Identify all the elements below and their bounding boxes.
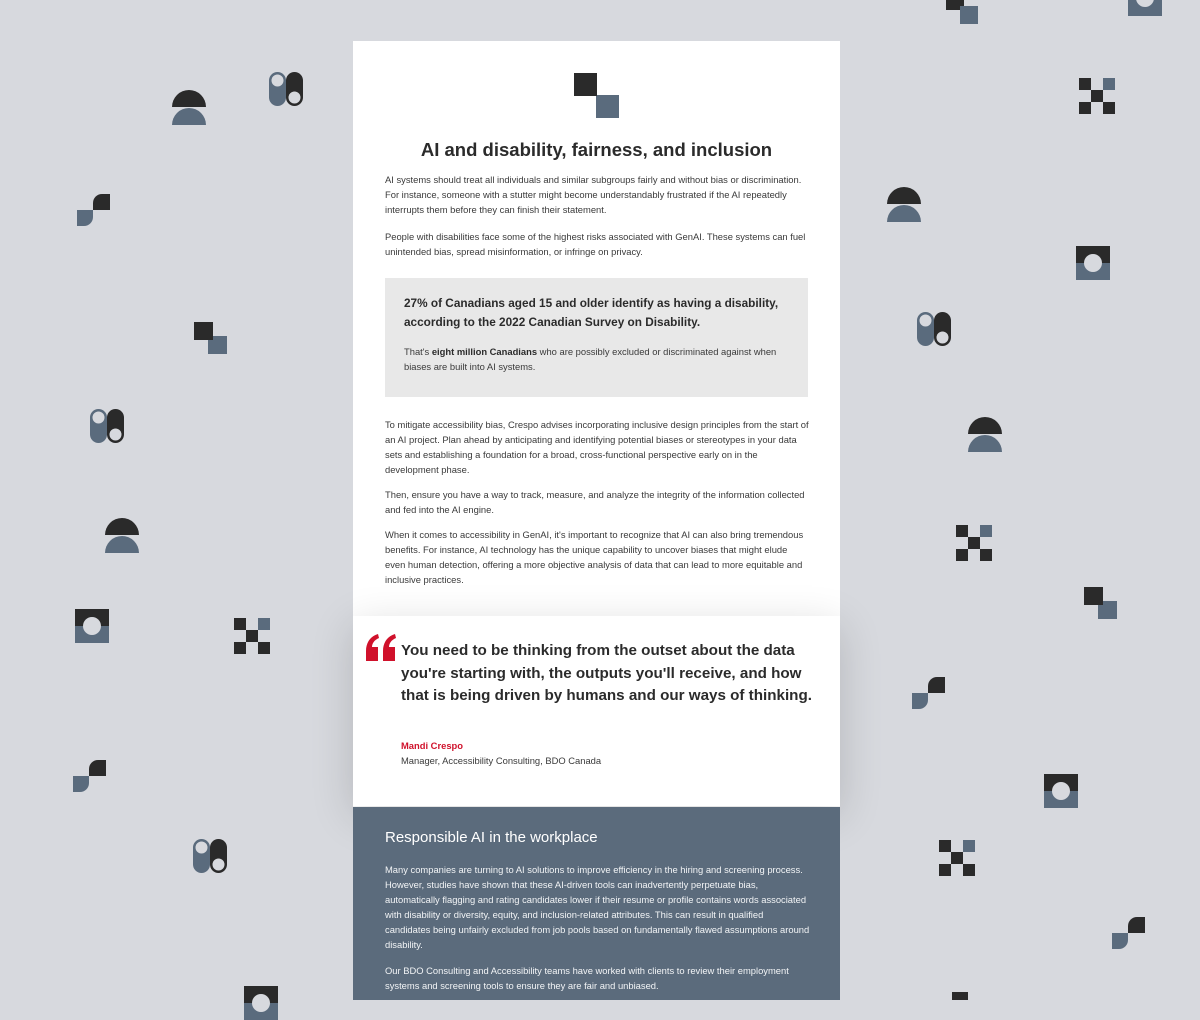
callout-body-prefix: That's xyxy=(404,346,432,357)
s-curve-icon xyxy=(72,759,107,793)
body-paragraph: Then, ensure you have a way to track, measure, and analyze the integrity of the information collected and fed into the AI engine. xyxy=(385,489,805,515)
quote-author: Mandi Crespo xyxy=(401,740,463,751)
half-circles-icon xyxy=(171,90,207,126)
checker-icon xyxy=(234,618,270,654)
statistic-callout xyxy=(385,278,808,397)
callout-headline: 27% of Canadians aged 15 and older identify as having a disability, according to the 2022 Canadian Survey on Disability. xyxy=(404,296,779,329)
workplace-section xyxy=(353,807,840,1000)
pull-quote xyxy=(353,616,840,806)
s-curve-icon xyxy=(1111,916,1146,950)
circle-in-square-icon xyxy=(1076,246,1110,280)
circle-in-square-icon xyxy=(244,986,278,1020)
section-paragraph: Many companies are turning to AI solutions to improve efficiency in the hiring and screening process. However, studies have shown that these AI-driven tools can inadvertently perpetuate bias, automatically flagging and rating candidates lower if their resume or profile contains words associated with disability or diversity, equity, and inclusion-related attributes. This can result in qualified candidates being unfairly excluded from job pools based on fundamentally flawed assumptions around disability. xyxy=(385,864,810,950)
toggle-icon xyxy=(268,71,304,107)
stacked-squares-icon xyxy=(1084,587,1118,619)
body-paragraph: When it comes to accessibility in GenAI, it's important to recognize that AI can also bring tremendous benefits. For instance, AI technology has the unique capability to uncover biases that might elude even human detection, offering a more objective analysis of data that can lead to more equitable and inclusive practices. xyxy=(385,529,804,585)
article-title: AI and disability, fairness, and inclusion xyxy=(420,139,773,160)
callout-body-suffix: who are possibly excluded or discriminated against when biases are built into AI systems. xyxy=(404,346,777,372)
half-circles-icon xyxy=(104,518,140,554)
toggle-icon xyxy=(89,408,125,444)
section-paragraph: Our BDO Consulting and Accessibility teams have worked with clients to review their employment systems and screening tools to ensure they are fair and unbiased. xyxy=(385,965,789,991)
s-curve-icon xyxy=(76,193,111,227)
intro-paragraph: AI systems should treat all individuals and similar subgroups fairly and without bias or discrimination. For instance, someone with a stutter might become understandably frustrated if the AI repeatedly interrupts them before they can finish their statement. xyxy=(385,174,802,215)
toggle-icon xyxy=(916,311,952,347)
callout-body-bold: eight million Canadians xyxy=(431,346,538,357)
circle-in-square-icon xyxy=(1044,774,1078,808)
checker-icon xyxy=(956,525,992,561)
body-paragraph: To mitigate accessibility bias, Crespo advises incorporating inclusive design principles from the start of an AI project. Plan ahead by anticipating and identifying potential biases or stereotypes in your data sets and establishing a foundation for a broad, cross-functional perspective early on in the development phase. xyxy=(385,419,809,475)
stacked-squares-icon xyxy=(194,322,228,354)
callout-body xyxy=(404,344,784,374)
section-title: Responsible AI in the workplace xyxy=(385,829,598,846)
checker-icon xyxy=(952,992,968,1000)
circle-in-square-icon xyxy=(75,609,109,643)
quote-mark-icon xyxy=(365,634,397,662)
circle-in-square-icon xyxy=(1128,0,1162,16)
toggle-icon xyxy=(192,838,228,874)
stacked-squares-logo-icon xyxy=(574,73,619,118)
half-circles-icon xyxy=(886,187,922,223)
half-circles-icon xyxy=(967,417,1003,453)
quote-text: You need to be thinking from the outset about the data you're starting with, the outputs you'll receive, and how that is being driven by humans and our ways of thinking. xyxy=(401,642,812,704)
intro-paragraph: People with disabilities face some of the highest risks associated with GenAI. These systems can fuel unintended bias, spread misinformation, or infringe on privacy. xyxy=(385,231,806,257)
checker-icon xyxy=(1079,78,1115,114)
quote-author-role: Manager, Accessibility Consulting, BDO Canada xyxy=(401,755,602,766)
s-curve-icon xyxy=(911,676,946,710)
stacked-squares-icon xyxy=(946,0,978,24)
checker-icon xyxy=(939,840,975,876)
